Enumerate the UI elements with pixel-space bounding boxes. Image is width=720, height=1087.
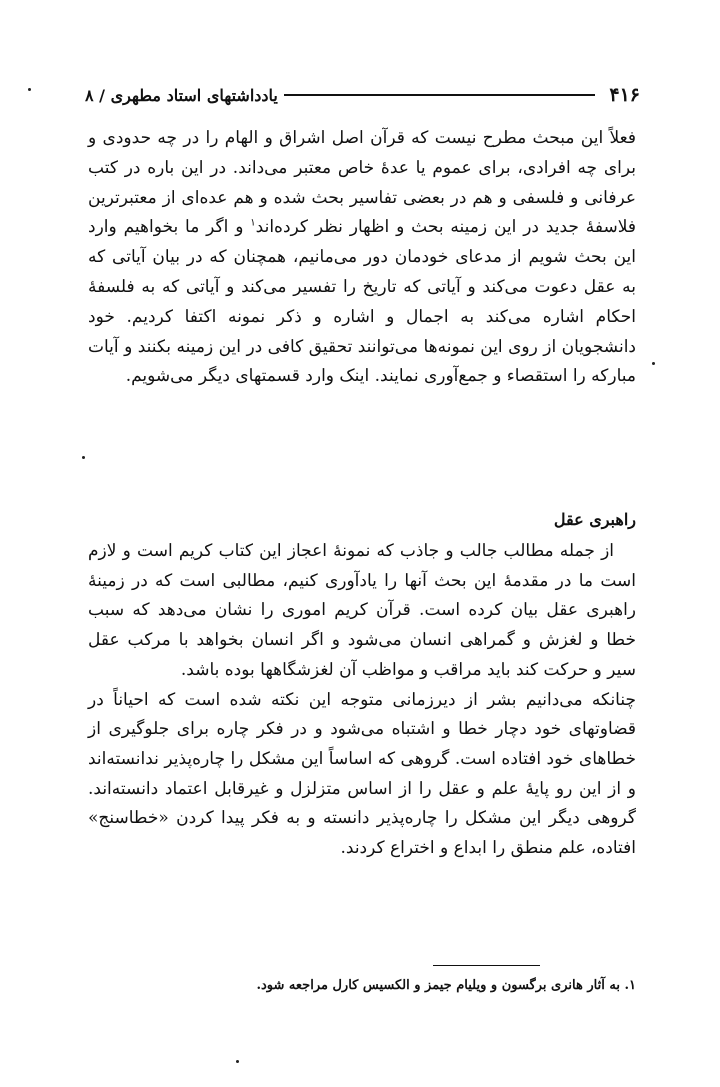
running-title: یادداشتهای استاد مطهری / ۸ — [85, 85, 278, 105]
page-header — [85, 80, 640, 110]
section2-paragraph-1: از جمله مطالب جالب و جاذب که نمونهٔ اعجاز این کتاب کریم است و لازم است ما در مقدمهٔ این بحث آنها را یادآوری کنیم، مطالبی است که در زمینهٔ راهبری عقل بیان کرده است. قرآن کریم اموری را نشان می‌دهد که سبب خطا و لغزش و گمراهی انسان می‌شود و اگر انسان بخواهد با مرکب عقل سیر و حرکت کند باید مراقب و مواظب آن لغزشگاهها بوده باشد. — [88, 541, 636, 680]
section2-paragraph-2: چنانکه می‌دانیم بشر از دیرزمانی متوجه این نکته شده است که احیاناً در قضاوتهای خود دچار خطا و اشتباه می‌شود و در فکر چاره برای جلوگیری از خطاهای خود افتاده است. گروهی که اساساً این مشکل را چاره‌پذیر ندانسته‌اند و از این رو پایهٔ علم و عقل را از اساس متزلزل و غیرقابل اعتماد دانسته‌اند. گروهی دیگر این مشکل را چاره‌پذیر دانسته و به فکر پیدا کردن «خطاسنج» افتاده، علم منطق را ابداع و اختراع کردند. — [88, 689, 636, 859]
section1-text: فعلاً این مبحث مطرح نیست که قرآن اصل اشراق و الهام را در چه حدودی و برای چه افرادی، برای عموم یا عدهٔ خاص معتبر می‌داند. در این باره در کتب عرفانی و فلسفی و هم در بعضی تفاسیر بحث شده و هم عده‌ای از معتبرترین فلاسفهٔ جدید در این زمینه بحث و اظهار نظر کرده‌اند — [88, 128, 636, 238]
print-speck — [236, 1060, 239, 1063]
footnote-marker: ۱ — [250, 217, 256, 229]
header-rule — [284, 94, 596, 96]
print-speck — [652, 362, 655, 365]
section-heading: راهبری عقل — [553, 510, 636, 529]
print-speck — [28, 88, 31, 91]
footnote-rule — [433, 965, 540, 966]
section2-body — [88, 537, 636, 864]
page-number: ۴۱۶ — [609, 84, 640, 106]
section1-body — [88, 124, 636, 392]
print-speck — [82, 456, 85, 459]
footnote: ۱. به آثار هانری برگسون و ویلیام جیمز و الکسیس کارل مراجعه شود. — [256, 978, 636, 993]
section1-text-rest: و اگر ما بخواهیم وارد این بحث شویم از مدعای خودمان دور می‌مانیم، همچنان که در بیان آیاتی که به عقل دعوت می‌کند و آیاتی که تاریخ را تفسیر می‌کند و آیاتی که به فلسفهٔ احکام اشاره می‌کند به اجمال و اشاره و ذکر نمونه اکتفا کردیم. خود دانشجویان از روی این نمونه‌ها می‌توانند تحقیق کافی در این زمینه بکنند و آیات مبارکه را استقصاء و جمع‌آوری نمایند. اینک وارد قسمتهای دیگر می‌شویم. — [88, 217, 636, 387]
section1-paragraph — [88, 124, 636, 392]
